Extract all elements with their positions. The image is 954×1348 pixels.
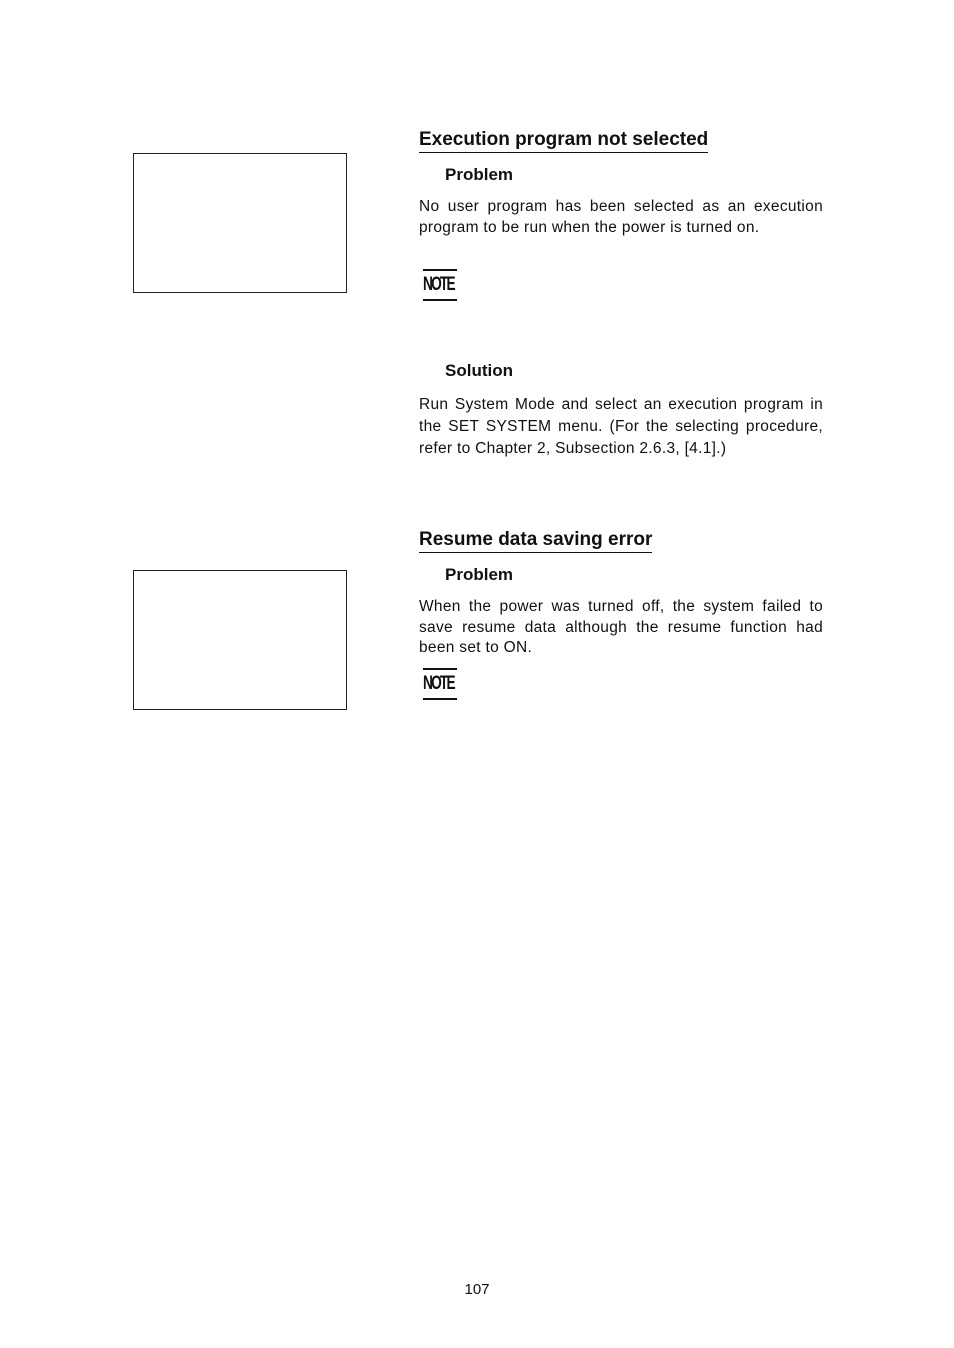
note-icon-label: NOTE bbox=[423, 673, 454, 694]
section-title-resume-data: Resume data saving error bbox=[419, 529, 652, 553]
problem-heading-2: Problem bbox=[445, 565, 514, 584]
page-number: 107 bbox=[464, 1281, 490, 1298]
problem-text-2: When the power was turned off, the system failed to save resume data although the resume function had been set to ON. bbox=[419, 598, 823, 656]
solution-text-1: Run System Mode and select an execution program in the SET SYSTEM menu. (For the selecting procedure, refer to Chapter 2, Subsection 2.6.3, [4.1].) bbox=[419, 396, 823, 457]
note-icon bbox=[423, 668, 457, 700]
problem-heading-1: Problem bbox=[445, 165, 514, 184]
screen-display-box-2 bbox=[133, 570, 347, 710]
solution-heading-1: Solution bbox=[445, 361, 513, 380]
screen-display-box-1 bbox=[133, 153, 347, 293]
section-title-execution-program: Execution program not selected bbox=[419, 129, 708, 153]
problem-text-1: No user program has been selected as an execution program to be run when the power is turned on. bbox=[419, 198, 823, 236]
note-icon bbox=[423, 269, 457, 301]
note-icon-label: NOTE bbox=[423, 274, 454, 295]
